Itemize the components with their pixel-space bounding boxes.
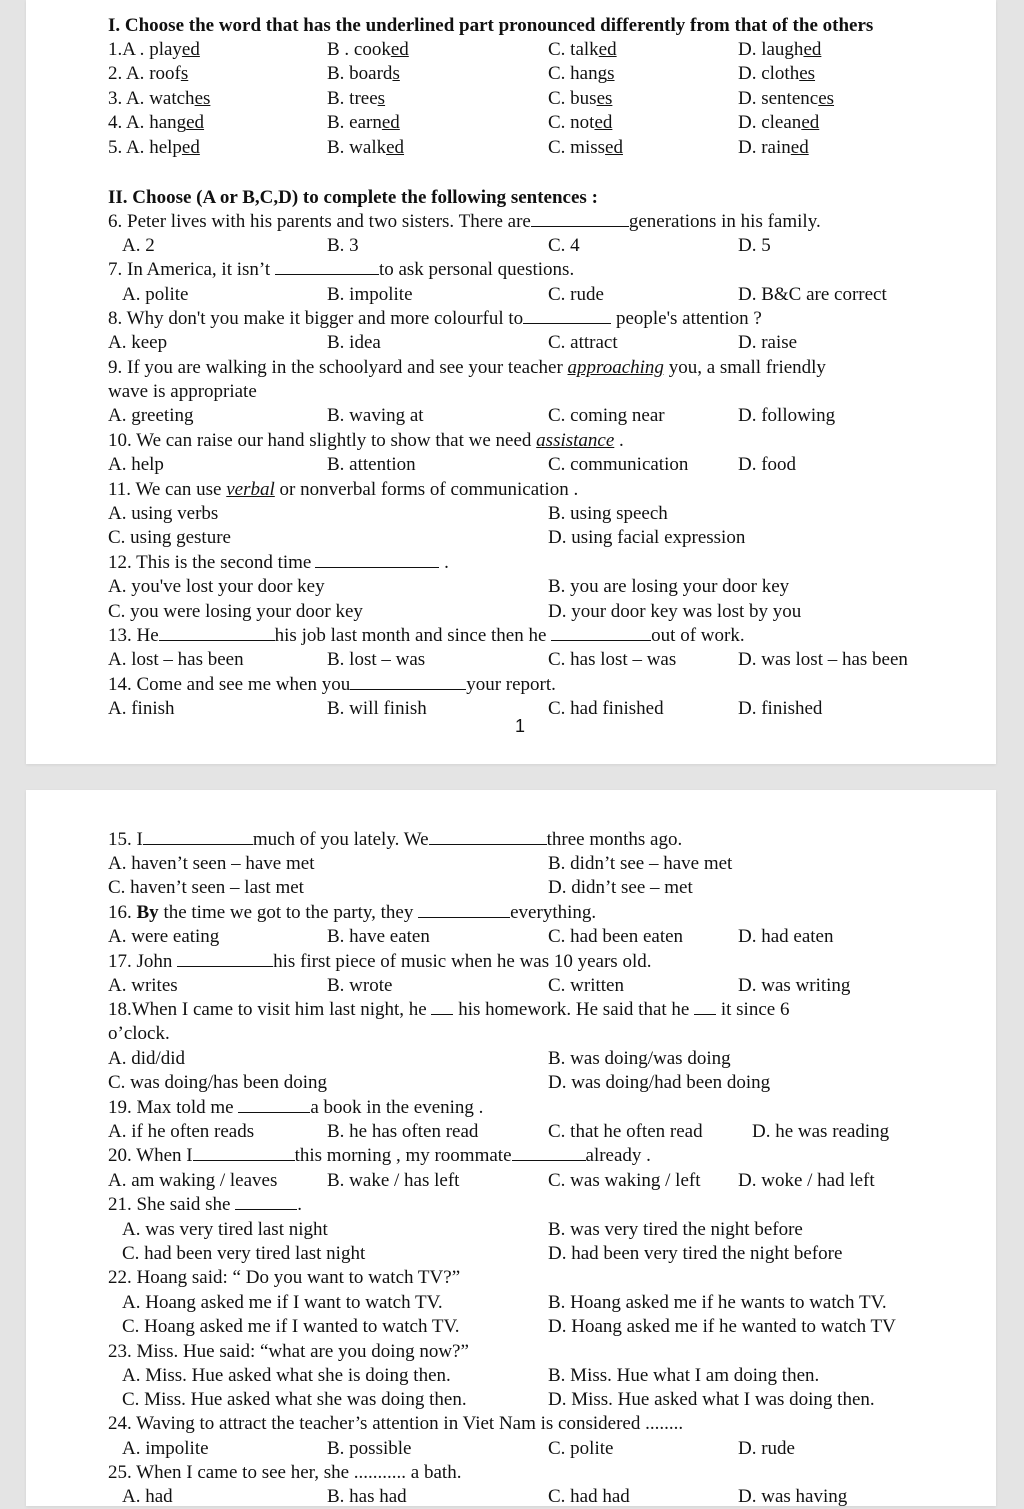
q9-option-d: D. following: [738, 405, 836, 426]
worksheet-page-2: [26, 790, 996, 1506]
q9-option-a: A. greeting: [108, 405, 194, 426]
question-21: 21. She said she .: [108, 1194, 302, 1215]
pron-q1-b: B . cooked: [327, 39, 409, 60]
question-24: 24. Waving to attract the teacher’s attention in Viet Nam is considered ........: [108, 1413, 684, 1434]
q19-option-b: B. he has often read: [327, 1121, 479, 1142]
q12-option-d: D. your door key was lost by you: [548, 601, 802, 622]
page-number: 1: [515, 716, 526, 736]
section-1-title: I. Choose the word that has the underlined part pronounced differently from that of the others: [108, 15, 874, 36]
q12-option-a: A. you've lost your door key: [108, 576, 325, 597]
q18-option-b: B. was doing/was doing: [548, 1048, 731, 1069]
question-12: 12. This is the second time .: [108, 552, 449, 573]
pron-q1-a: 1.A . played: [108, 39, 200, 60]
question-18-line-2: o’clock.: [108, 1023, 170, 1044]
q8-option-b: B. idea: [327, 332, 381, 353]
question-25: 25. When I came to see her, she ........... a bath.: [108, 1462, 462, 1483]
section-2-title: II. Choose (A or B,C,D) to complete the following sentences :: [108, 187, 598, 208]
pron-q4-b: B. earned: [327, 112, 400, 133]
pron-q5-c: C. missed: [548, 137, 623, 158]
q14-option-c: C. had finished: [548, 698, 664, 719]
q19-option-d: D. he was reading: [752, 1121, 890, 1142]
q8-option-a: A. keep: [108, 332, 168, 353]
question-19: 19. Max told me a book in the evening .: [108, 1097, 484, 1118]
pron-q2-d: D. clothes: [738, 63, 816, 84]
q18-option-d: D. was doing/had been doing: [548, 1072, 771, 1093]
q6-option-b: B. 3: [327, 235, 359, 256]
question-18: 18.When I came to visit him last night, he his homework. He said that he it since 6: [108, 999, 790, 1020]
q24-option-c: C. polite: [548, 1438, 614, 1459]
q23-option-c: C. Miss. Hue asked what she was doing then.: [122, 1389, 467, 1410]
q13-option-b: B. lost – was: [327, 649, 426, 670]
question-13: 13. He his job last month and since then he out of work.: [108, 625, 745, 646]
q25-option-b: B. has had: [327, 1486, 407, 1507]
q22-option-a: A. Hoang asked me if I want to watch TV.: [122, 1292, 443, 1313]
worksheet-page-1: [26, 0, 996, 764]
pron-q3-d: D. sentences: [738, 88, 835, 109]
q21-option-d: D. had been very tired the night before: [548, 1243, 843, 1264]
q11-option-b: B. using speech: [548, 503, 668, 524]
q22-option-b: B. Hoang asked me if he wants to watch TV.: [548, 1292, 887, 1313]
q19-option-a: A. if he often reads: [108, 1121, 255, 1142]
question-8: 8. Why don't you make it bigger and more colourful to people's attention ?: [108, 308, 762, 329]
q15-option-b: B. didn’t see – have met: [548, 853, 733, 874]
question-9-line-2: wave is appropriate: [108, 381, 257, 402]
q6-option-c: C. 4: [548, 235, 580, 256]
q20-option-a: A. am waking / leaves: [108, 1170, 278, 1191]
q17-option-a: A. writes: [108, 975, 178, 996]
q18-option-a: A. did/did: [108, 1048, 186, 1069]
q22-option-c: C. Hoang asked me if I wanted to watch TV.: [122, 1316, 460, 1337]
pron-q5-b: B. walked: [327, 137, 405, 158]
question-9: 9. If you are walking in the schoolyard and see your teacher approaching you, a small friendly: [108, 357, 826, 378]
pron-q1-c: C. talked: [548, 39, 617, 60]
q13-option-a: A. lost – has been: [108, 649, 244, 670]
question-16: 16. By the time we got to the party, they everything.: [108, 902, 597, 923]
q14-option-d: D. finished: [738, 698, 823, 719]
pron-q5-a: 5. A. helped: [108, 137, 200, 158]
q8-option-d: D. raise: [738, 332, 798, 353]
q16-option-a: A. were eating: [108, 926, 220, 947]
q24-option-d: D. rude: [738, 1438, 795, 1459]
q17-option-d: D. was writing: [738, 975, 851, 996]
q7-option-b: B. impolite: [327, 284, 413, 305]
question-15: 15. I much of you lately. We three months ago.: [108, 829, 683, 850]
q9-option-c: C. coming near: [548, 405, 665, 426]
q20-option-c: C. was waking / left: [548, 1170, 701, 1191]
q23-option-d: D. Miss. Hue asked what I was doing then.: [548, 1389, 875, 1410]
q17-option-b: B. wrote: [327, 975, 393, 996]
q10-option-b: B. attention: [327, 454, 416, 475]
pron-q4-d: D. cleaned: [738, 112, 820, 133]
q11-option-c: C. using gesture: [108, 527, 231, 548]
q21-option-a: A. was very tired last night: [122, 1219, 328, 1240]
question-23: 23. Miss. Hue said: “what are you doing now?”: [108, 1341, 469, 1362]
pron-q2-b: B. boards: [327, 63, 400, 84]
pron-q4-a: 4. A. hanged: [108, 112, 205, 133]
q16-option-c: C. had been eaten: [548, 926, 684, 947]
q25-option-a: A. had: [122, 1486, 173, 1507]
pron-q3-b: B. trees: [327, 88, 386, 109]
q13-option-c: C. has lost – was: [548, 649, 677, 670]
q21-option-c: C. had been very tired last night: [122, 1243, 366, 1264]
question-11: 11. We can use verbal or nonverbal forms of communication .: [108, 479, 579, 500]
q13-option-d: D. was lost – has been: [738, 649, 908, 670]
pron-q1-d: D. laughed: [738, 39, 822, 60]
pron-q4-c: C. noted: [548, 112, 613, 133]
q7-option-c: C. rude: [548, 284, 604, 305]
q9-option-b: B. waving at: [327, 405, 424, 426]
q24-option-b: B. possible: [327, 1438, 412, 1459]
q10-option-a: A. help: [108, 454, 164, 475]
q11-option-d: D. using facial expression: [548, 527, 746, 548]
pron-q2-a: 2. A. roofs: [108, 63, 189, 84]
q12-option-c: C. you were losing your door key: [108, 601, 363, 622]
q12-option-b: B. you are losing your door key: [548, 576, 790, 597]
question-7: 7. In America, it isn’t to ask personal questions.: [108, 259, 575, 280]
q10-option-d: D. food: [738, 454, 797, 475]
pron-q3-a: 3. A. watches: [108, 88, 211, 109]
q6-option-a: A. 2: [122, 235, 155, 256]
question-20: 20. When I this morning , my roommate already .: [108, 1145, 651, 1166]
q14-option-a: A. finish: [108, 698, 175, 719]
q15-option-a: A. haven’t seen – have met: [108, 853, 315, 874]
q6-option-d: D. 5: [738, 235, 771, 256]
pron-q5-d: D. rained: [738, 137, 809, 158]
q16-option-b: B. have eaten: [327, 926, 430, 947]
q20-option-d: D. woke / had left: [738, 1170, 875, 1191]
pron-q2-c: C. hangs: [548, 63, 615, 84]
q23-option-b: B. Miss. Hue what I am doing then.: [548, 1365, 820, 1386]
q17-option-c: C. written: [548, 975, 624, 996]
q15-option-c: C. haven’t seen – last met: [108, 877, 304, 898]
q15-option-d: D. didn’t see – met: [548, 877, 693, 898]
q19-option-c: C. that he often read: [548, 1121, 703, 1142]
question-6: 6. Peter lives with his parents and two sisters. There are generations in his family.: [108, 211, 821, 232]
question-22: 22. Hoang said: “ Do you want to watch TV?”: [108, 1267, 461, 1288]
q20-option-b: B. wake / has left: [327, 1170, 460, 1191]
q11-option-a: A. using verbs: [108, 503, 219, 524]
q24-option-a: A. impolite: [122, 1438, 209, 1459]
q21-option-b: B. was very tired the night before: [548, 1219, 803, 1240]
q23-option-a: A. Miss. Hue asked what she is doing then.: [122, 1365, 451, 1386]
q8-option-c: C. attract: [548, 332, 618, 353]
q25-option-d: D. was having: [738, 1486, 848, 1507]
pron-q3-c: C. buses: [548, 88, 613, 109]
q7-option-d: D. B&C are correct: [738, 284, 887, 305]
question-10: 10. We can raise our hand slightly to show that we need assistance .: [108, 430, 624, 451]
q14-option-b: B. will finish: [327, 698, 427, 719]
question-17: 17. John his first piece of music when he was 10 years old.: [108, 951, 652, 972]
q25-option-c: C. had had: [548, 1486, 630, 1507]
question-14: 14. Come and see me when you your report.: [108, 674, 556, 695]
q10-option-c: C. communication: [548, 454, 689, 475]
q22-option-d: D. Hoang asked me if he wanted to watch TV: [548, 1316, 896, 1337]
q18-option-c: C. was doing/has been doing: [108, 1072, 328, 1093]
q16-option-d: D. had eaten: [738, 926, 834, 947]
q7-option-a: A. polite: [122, 284, 189, 305]
